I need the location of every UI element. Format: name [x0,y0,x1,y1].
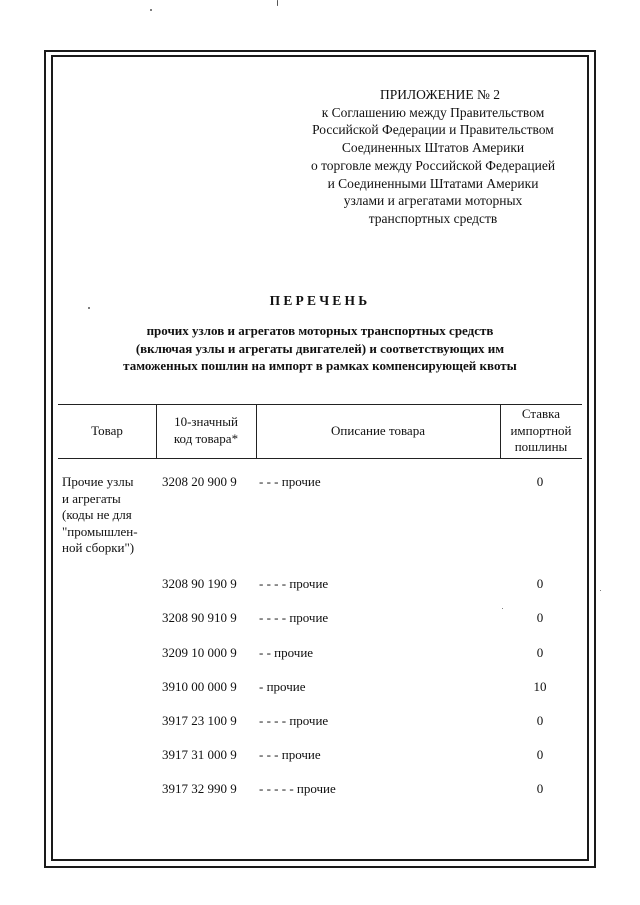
header-product: Товар [91,423,123,438]
product-description: - - - прочие [259,474,321,489]
product-group-line: Прочие узлы [62,474,134,489]
annex-line: Российской Федерации и Правительством [312,122,554,138]
tariff-code: 3208 90 190 9 [162,576,237,591]
product-group-line: ной сборки") [62,540,135,555]
duty-rate: 0 [536,576,544,591]
table-header-rule [58,458,582,459]
product-group-line: "промышлен- [62,523,138,539]
product-description: - - - - прочие [259,610,329,625]
product-description: - - - - прочие [259,713,329,728]
scan-speck [150,9,152,11]
header-rate-line: импортной [510,422,572,438]
document-subheading [60,322,580,375]
header-rate-line: пошлины [514,439,568,454]
annex-line: узлами и агрегатами моторных [343,193,523,209]
subheading-line: прочих узлов и агрегатов моторных транспортных средств [146,323,494,338]
duty-rate: 10 [533,679,547,694]
duty-rate: 0 [536,474,544,489]
product-description: - - - прочие [259,747,321,762]
duty-rate: 0 [536,645,544,660]
product-group-cell [62,474,156,557]
annex-title: ПРИЛОЖЕНИЕ № 2 [379,87,501,102]
tariff-code: 3917 32 990 9 [162,781,237,796]
annex-line: о торговле между Российской Федерацией [310,157,556,173]
duty-rate: 0 [536,610,544,625]
duty-rate: 0 [536,747,544,762]
product-description: - - - - - прочие [259,781,336,796]
tariff-code: 3910 00 000 9 [162,679,237,694]
product-group-line: (коды не для [62,507,132,522]
header-description: Описание товара [331,423,425,438]
header-code-line: код товара* [173,430,239,446]
annex-line: к Соглашению между Правительством [321,104,545,120]
product-description: - - - - прочие [259,576,329,591]
annex-line: Соединенных Штатов Америки [341,140,525,156]
header-rate-line: Ставка [521,406,561,421]
scan-speck [277,0,278,6]
annex-block [288,86,578,228]
table-top-rule [58,404,582,405]
duty-rate: 0 [536,781,544,796]
tariff-code: 3917 31 000 9 [162,747,237,762]
tariff-code: 3917 23 100 9 [162,713,237,728]
tariff-code: 3208 20 900 9 [162,474,237,489]
document-heading: ПЕРЕЧЕНЬ [269,293,371,308]
scan-speck [502,608,503,609]
scan-speck [600,590,601,591]
subheading-line: таможенных пошлин на импорт в рамках компенсирующей квоты [123,358,517,373]
product-description: - прочие [259,679,306,694]
header-code [156,414,256,447]
subheading-line: (включая узлы и агрегаты двигателей) и соответствующих им [135,340,505,356]
tariff-code: 3208 90 910 9 [162,610,237,625]
duty-rate: 0 [536,713,544,728]
annex-line: и Соединенными Штатами Америки [327,175,539,191]
annex-line: транспортных средств [368,210,498,226]
header-code-line: 10-значный [174,414,238,429]
tariff-code: 3209 10 000 9 [162,645,237,660]
header-rate [500,406,582,456]
product-description: - - прочие [259,645,314,660]
product-group-line: и агрегаты [62,490,121,506]
